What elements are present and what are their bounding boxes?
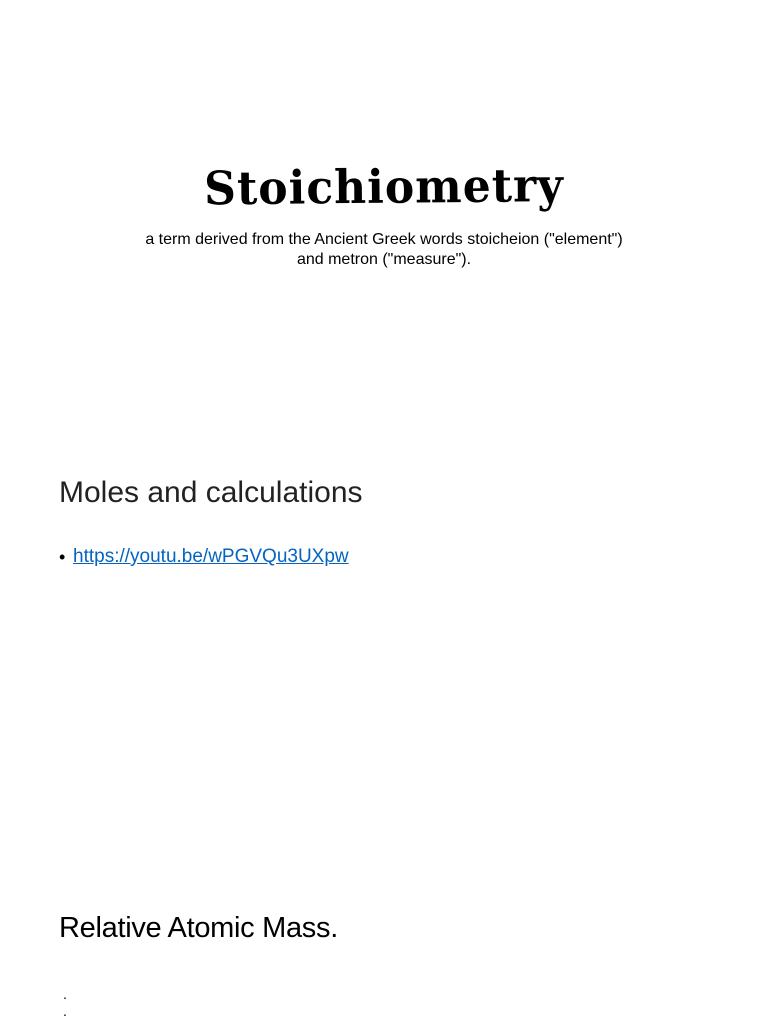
bullet-list (59, 546, 349, 568)
slide-moles (0, 440, 768, 840)
dot-2: . (63, 1003, 67, 1019)
list-item (59, 546, 349, 568)
dot-markers (63, 986, 67, 1020)
section-heading-moles: Moles and calculations (59, 476, 363, 509)
subtitle (100, 230, 668, 270)
page-title: Stoichiometry (203, 159, 565, 216)
slide-title (0, 0, 768, 400)
subtitle-line-2: and metron ("measure"). (296, 251, 472, 268)
video-link[interactable]: https://youtu.be/wPGVQu3UXpw (73, 546, 349, 567)
bullet-icon: • (59, 546, 66, 567)
dot-1: . (63, 986, 67, 1002)
subtitle-line-1: a term derived from the Ancient Greek words stoicheion ("element") (145, 231, 623, 248)
slide-relative-atomic-mass (0, 880, 768, 1024)
section-heading-relative-atomic-mass: Relative Atomic Mass. (59, 912, 338, 944)
